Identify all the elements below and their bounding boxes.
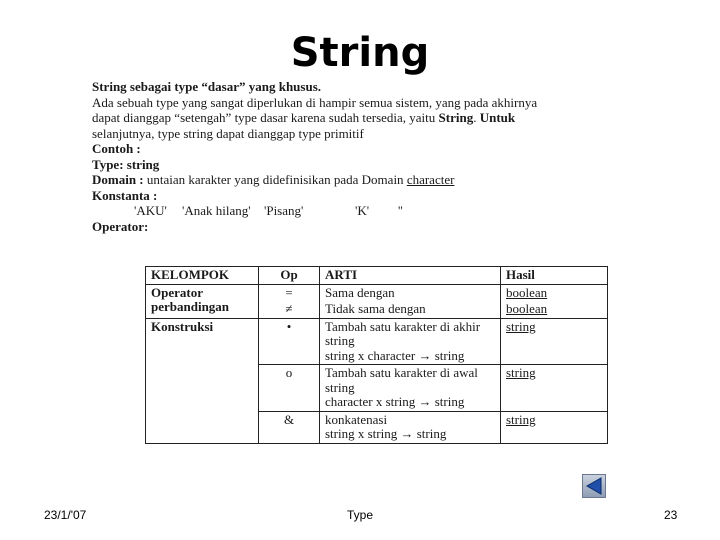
operator-table [145, 266, 608, 444]
operator-label: Operator: [92, 218, 149, 234]
constants-row [134, 203, 612, 219]
constant-item: 'Anak hilang' [182, 203, 251, 218]
intro-line-1: Ada sebuah type yang sangat diperlukan di hampir semua sistem, yang pada akhirnya [92, 94, 538, 110]
arti-cell: Tidak sama dengan [320, 301, 501, 318]
domain-character-link: character [406, 172, 455, 187]
header-kelompok: KELOMPOK [146, 267, 259, 285]
op-cell: = [259, 284, 320, 301]
hasil-cell: string [501, 411, 608, 443]
back-button[interactable] [582, 474, 606, 498]
slide-title: String [290, 30, 430, 76]
constant-item: 'Pisang' [264, 203, 304, 218]
footer-center: Type [346, 508, 373, 522]
op-cell: o [259, 365, 320, 412]
constant-item: 'K' [355, 203, 370, 218]
contoh-label: Contoh : [92, 141, 141, 156]
document-body [92, 79, 612, 234]
hasil-cell: boolean [501, 284, 608, 301]
domain-line: Domain : untaian karakter yang didefinisikan pada Domain character [92, 172, 455, 187]
header-hasil: Hasil [501, 267, 608, 285]
type-line: Type: string [92, 156, 160, 172]
constant-item: '' [398, 203, 403, 218]
hasil-cell: string [501, 365, 608, 412]
op-cell: ≠ [259, 301, 320, 318]
header-op: Op [259, 267, 320, 285]
arti-cell: Sama dengan [320, 284, 501, 301]
arti-cell: Tambah satu karakter di awal string character x string → string [320, 365, 501, 412]
konstanta-label: Konstanta : [92, 187, 158, 203]
arti-cell: konkatenasi string x string → string [320, 411, 501, 443]
hasil-cell: boolean [501, 301, 608, 318]
hasil-cell: string [501, 318, 608, 365]
table-row [146, 284, 608, 301]
constant-item: 'AKU' [134, 203, 167, 218]
header-arti: ARTI [320, 267, 501, 285]
arti-cell: Tambah satu karakter di akhir string string x character → string [320, 318, 501, 365]
triangle-left-icon [583, 475, 605, 497]
intro-line-3: selanjutnya, type string dapat dianggap type primitif [92, 125, 364, 141]
op-cell: • [259, 318, 320, 365]
group-konstruksi: Konstruksi [146, 318, 259, 443]
footer-date: 23/1/'07 [44, 508, 87, 522]
intro-line-2: dapat dianggap “setengah” type dasar karena sudah tersedia, yaitu String. Untuk [92, 110, 516, 125]
footer-page-number: 23 [664, 508, 678, 522]
intro-heading: String sebagai type “dasar” yang khusus. [92, 79, 321, 94]
group-perbandingan: Operator perbandingan [146, 284, 259, 318]
table-row [146, 318, 608, 365]
op-cell: & [259, 411, 320, 443]
table-header-row [146, 267, 608, 285]
